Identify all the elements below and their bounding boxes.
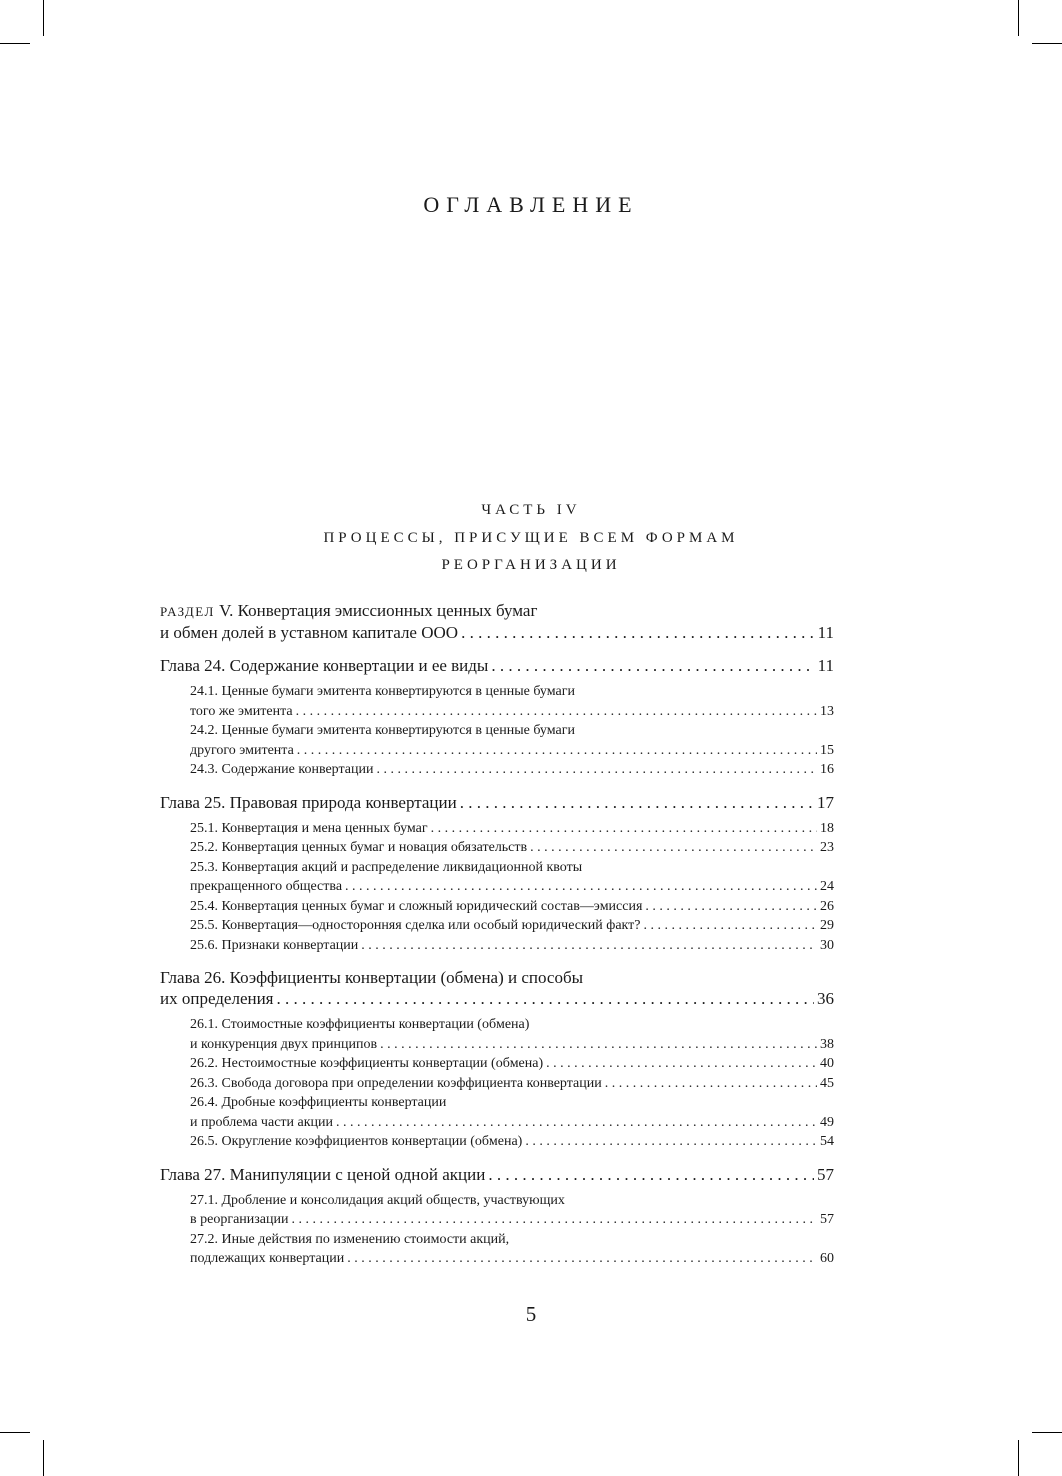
subsection-title-line2: другого эмитента <box>190 742 294 758</box>
part-title-line1: ПРОЦЕССЫ, ПРИСУЩИЕ ВСЕМ ФОРМАМ <box>323 530 739 546</box>
dot-leader <box>605 1074 817 1094</box>
subsection-title-line1: 27.2. Иные действия по изменению стоимости акций, <box>190 1231 510 1247</box>
dot-leader <box>525 1132 817 1152</box>
page-ref: 38 <box>820 1036 834 1052</box>
page-ref: 26 <box>820 898 834 914</box>
subsection-title-line1: 26.1. Стоимостные коэффициенты конвертации (обмена) <box>190 1017 530 1032</box>
dot-leader <box>491 655 814 676</box>
table-of-contents <box>160 600 834 1269</box>
page-number: 5 <box>525 1302 537 1326</box>
toc-subsection-26-2[interactable] <box>160 1054 834 1074</box>
toc-subsection-25-3[interactable] <box>160 858 834 897</box>
dot-leader <box>645 897 817 917</box>
subsection-title-line2: в реорганизации <box>190 1212 289 1227</box>
subsection-title: 25.2. Конвертация ценных бумаг и новация обязательств <box>190 840 528 855</box>
dot-leader <box>296 702 817 722</box>
page-ref: 23 <box>820 840 834 855</box>
toc-subsection-27-1[interactable] <box>160 1191 834 1230</box>
subsection-title-line2: и конкуренция двух принципов <box>190 1036 378 1052</box>
section-prefix: РАЗДЕЛ <box>160 604 215 619</box>
toc-subsection-25-1[interactable] <box>160 819 834 839</box>
dot-leader <box>376 760 817 780</box>
dot-leader <box>461 622 815 643</box>
subsection-title: 26.3. Свобода договора при определении коэффициента конвертации <box>190 1075 602 1091</box>
page-ref: 30 <box>820 937 834 953</box>
toc-chapter-25[interactable] <box>160 792 834 813</box>
page-ref: 36 <box>817 989 834 1008</box>
toc-subsection-25-2[interactable] <box>160 838 834 858</box>
dot-leader <box>361 936 817 956</box>
toc-subsection-26-4[interactable] <box>160 1093 834 1132</box>
page-ref: 18 <box>820 820 834 836</box>
toc-subsection-26-5[interactable] <box>160 1132 834 1152</box>
page-ref: 13 <box>820 703 834 719</box>
toc-subsection-24-3[interactable] <box>160 760 834 780</box>
dot-leader <box>460 792 814 813</box>
page-ref: 57 <box>820 1212 834 1227</box>
dot-leader <box>297 741 817 761</box>
subsection-title-line2: и проблема части акции <box>190 1114 334 1130</box>
subsection-title-line1: 24.2. Ценные бумаги эмитента конвертируются в ценные бумаги <box>190 723 575 738</box>
page-ref: 54 <box>820 1134 834 1149</box>
dot-leader <box>347 1249 817 1269</box>
dot-leader <box>380 1035 817 1055</box>
toc-subsection-27-2[interactable] <box>160 1230 834 1269</box>
toc-chapter-27[interactable] <box>160 1164 834 1185</box>
toc-section-entry[interactable] <box>160 600 834 643</box>
page-ref: 16 <box>820 762 834 777</box>
page-ref: 60 <box>820 1251 834 1266</box>
page-title: ОГЛАВЛЕНИЕ <box>423 192 639 217</box>
dot-leader <box>345 877 817 897</box>
page-ref: 40 <box>820 1056 834 1071</box>
page-ref: 57 <box>817 1164 834 1184</box>
subsection-title-line1: 25.3. Конвертация акций и распределение ликвидационной квоты <box>190 859 583 875</box>
toc-subsection-25-4[interactable] <box>160 897 834 917</box>
chapter-title: Глава 24. Содержание конвертации и ее виды <box>160 656 489 675</box>
toc-subsection-24-2[interactable] <box>160 721 834 760</box>
crop-mark <box>1018 0 1019 36</box>
chapter-title: Глава 25. Правовая природа конвертации <box>160 792 457 812</box>
dot-leader <box>292 1210 818 1230</box>
dot-leader <box>431 819 817 839</box>
chapter-title: Глава 27. Манипуляции с ценой одной акции <box>160 1164 486 1184</box>
subsection-title: 24.3. Содержание конвертации <box>190 762 374 777</box>
crop-mark <box>43 1440 44 1476</box>
toc-subsection-25-5[interactable] <box>160 916 834 936</box>
page-ref: 11 <box>817 656 834 675</box>
page-ref: 29 <box>820 918 834 933</box>
crop-mark <box>0 1432 30 1433</box>
page-ref: 11 <box>817 623 834 642</box>
subsection-title: 26.2. Нестоимостные коэффициенты конвертации (обмена) <box>190 1056 544 1071</box>
chapter-title-line2: их определения <box>160 989 274 1008</box>
subsection-title-line2: подлежащих конвертации <box>190 1251 345 1266</box>
toc-chapter-26[interactable] <box>160 967 834 1009</box>
toc-subsection-24-1[interactable] <box>160 682 834 721</box>
subsection-title-line1: 26.4. Дробные коэффициенты конвертации <box>190 1095 447 1110</box>
page-ref: 45 <box>820 1075 834 1091</box>
crop-mark <box>1032 43 1062 44</box>
dot-leader <box>336 1113 817 1133</box>
toc-subsection-26-3[interactable] <box>160 1074 834 1094</box>
dot-leader <box>277 988 814 1009</box>
toc-subsection-25-6[interactable] <box>160 936 834 956</box>
crop-mark <box>1032 1432 1062 1433</box>
dot-leader <box>488 1164 814 1185</box>
crop-mark <box>43 0 44 36</box>
dot-leader <box>546 1054 817 1074</box>
chapter-title-line1: Глава 26. Коэффициенты конвертации (обмена) и способы <box>160 968 584 987</box>
crop-mark <box>1018 1440 1019 1476</box>
subsection-title-line2: того же эмитента <box>190 703 293 719</box>
subsection-title-line1: 24.1. Ценные бумаги эмитента конвертируются в ценные бумаги <box>190 684 575 699</box>
page-ref: 17 <box>817 792 834 812</box>
page-ref: 15 <box>820 742 834 758</box>
subsection-title: 25.1. Конвертация и мена ценных бумаг <box>190 820 428 836</box>
dot-leader <box>644 916 818 936</box>
toc-chapter-24[interactable] <box>160 655 834 676</box>
dot-leader <box>530 838 817 858</box>
section-title-line1: V. Конвертация эмиссионных ценных бумаг <box>219 601 538 620</box>
subsection-title: 26.5. Округление коэффициентов конвертации (обмена) <box>190 1134 523 1149</box>
page-ref: 24 <box>820 879 834 894</box>
toc-subsection-26-1[interactable] <box>160 1015 834 1054</box>
part-title-line2: РЕОРГАНИЗАЦИИ <box>441 557 621 573</box>
subsection-title: 25.4. Конвертация ценных бумаг и сложный юридический состав—эмиссия <box>190 898 643 914</box>
subsection-title-line1: 27.1. Дробление и консолидация акций обществ, участвующих <box>190 1192 565 1208</box>
subsection-title: 25.6. Признаки конвертации <box>190 937 359 953</box>
section-title-line2: и обмен долей в уставном капитале ООО <box>160 623 459 642</box>
page-ref: 49 <box>820 1114 834 1130</box>
crop-mark <box>0 43 30 44</box>
subsection-title-line2: прекращенного общества <box>190 879 343 894</box>
subsection-title: 25.5. Конвертация—односторонняя сделка или особый юридический факт? <box>190 918 641 933</box>
part-label: ЧАСТЬ IV <box>481 502 581 518</box>
